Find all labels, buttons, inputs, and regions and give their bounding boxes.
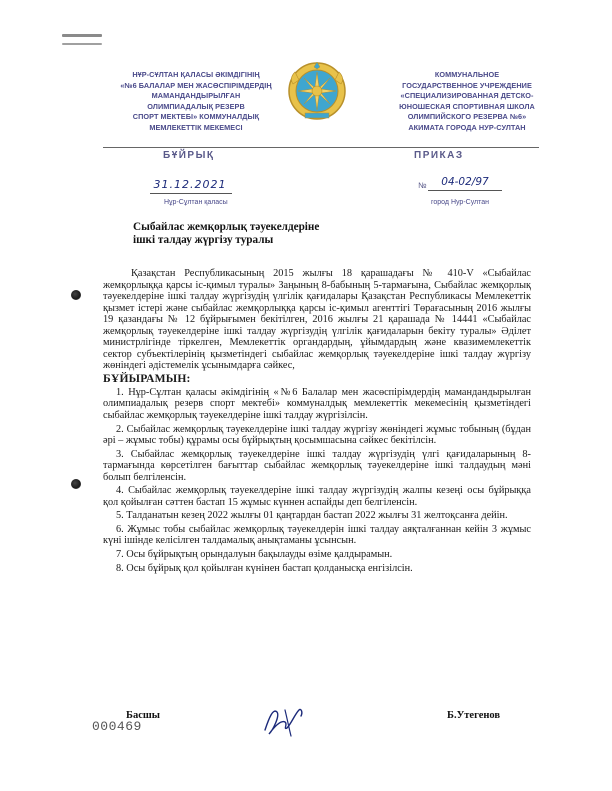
order-item: 5. Талданатын кезең 2022 жылғы 01 қаңтардан бастап 2022 жылғы 31 желтоқсанға дейін. (116, 510, 508, 522)
header-line: ОЛИМПИАДАЛЫҚ РЕЗЕРВ (147, 101, 245, 111)
registration-stamp-number: 000469 (92, 719, 142, 734)
title-line: ішкі талдау жүргізу туралы (133, 234, 274, 247)
header-line: «СПЕЦИАЛИЗИРОВАННАЯ ДЕТСКО- (400, 91, 534, 101)
header-line: СПОРТ МЕКТЕБІ» КОММУНАЛДЫҚ (132, 112, 260, 122)
decree-heading: БҰЙЫРАМЫН: (103, 371, 191, 385)
title-line: Сыбайлас жемқорлық тәуекелдеріне (133, 221, 320, 233)
header-kz-organization (107, 70, 285, 134)
handwritten-signature-icon (255, 700, 313, 740)
header-line: ЮНОШЕСКАЯ СПОРТИВНАЯ ШКОЛА (399, 101, 535, 111)
punch-hole (71, 479, 81, 489)
header-line: «№6 БАЛАЛАР МЕН ЖАСӨСПІРІМДЕРДІҢ (120, 80, 272, 90)
kazakhstan-state-emblem-icon (287, 60, 347, 122)
order-item: 1. Нұр-Сұлтан қаласы әкімдігінің «№6 Балалар мен жасөспірімдердің мамандандырылған олимпиадалық резерв спорт мектебі» коммуналдық мемлекеттік мекемесінің қызметіндегі сыбайлас жемқорлық тәуекелдеріне ішкі талдау жүргізілсін. (103, 386, 531, 422)
punch-hole (71, 290, 81, 300)
date-underline (150, 193, 232, 194)
order-item: 8. Осы бұйрық қол қойылған күнінен бастап қолданысқа енгізілсін. (116, 562, 413, 574)
order-label-kz: БҰЙРЫҚ (163, 150, 215, 161)
paper-edge-mark (62, 43, 102, 45)
order-item: 3. Сыбайлас жемқорлық тәуекелдеріне ішкі талдау жүргізудің үлгі қағидаларының 8-тармағында көрсетілген бағыттар сыбайлас жемқорлық тәуекелдеріне ішкі талдаудың мәні болып белгіленсін. (103, 448, 531, 483)
order-item: 7. Осы бұйрықтың орындалуын бақылауды өзіме қалдырамын. (116, 549, 393, 561)
order-item: 2. Сыбайлас жемқорлық тәуекелдеріне ішкі талдау жүргізу жөніндегі жұмыс тобының (бұдан әрі – жұмыс тобы) құрамы осы бұйрықтың қосымшасына сәйкес бекітілсін. (103, 423, 531, 447)
header-line: МЕМЛЕКЕТТІК МЕКЕМЕСІ (149, 122, 243, 132)
signatory-name: Б.Утегенов (447, 710, 501, 721)
header-line: МАМАНДАНДЫРЫЛҒАН (151, 91, 241, 101)
document-body (103, 268, 531, 574)
number-underline (428, 190, 502, 191)
header-line: АКИМАТА ГОРОДА НУР-СУЛТАН (408, 122, 526, 132)
order-number: 04-02/97 (441, 176, 489, 188)
intro-paragraph: Қазақстан Республикасының 2015 жылғы 18 қарашадағы № 410-V «Сыбайлас жемқорлыққа қарсы іс-қимыл туралы» Заңының 8-бабының 5-тармағына, Сыбайлас жемқорлық тәуекелдеріне ішкі талдау жүргізудің үлгілік қағидалары Қазақстан Республикасы Мемлекеттік қызмет істері және сыбайлас жемқорлыққа қарсы іс-қимыл агенттігі Төрағасының 2016 жылғы 19 қазандағы № 12 бұйрығымен бекітілген, 2016 жылғы 21 қарашада № 14441 «Сыбайлас жемқорлық тәуекелдеріне ішкі талдау жүргізудің үлгілік қағидаларын бекіту туралы» Әділет министрлігінде тіркелген, Мемлекеттік органдардың, ұйымдардың және квазимемлекеттік сектор субъектілерінің қызметіндегі сыбайлас жемқорлық тәуекелдеріне ішкі талдау жүргізу жөніндегі әдістемелік ұсынымдарға сәйкес, (103, 268, 531, 372)
order-label-ru: ПРИКАЗ (414, 150, 464, 161)
order-item: 6. Жұмыс тобы сыбайлас жемқорлық тәуекелдерін ішкі талдау аяқталғаннан кейін 3 жұмыс күні ішінде келісілген талдамалық анықтаманы ұсынсын. (103, 523, 531, 547)
header-divider (103, 147, 539, 148)
city-ru: город Нур-Султан (431, 199, 490, 206)
header-line: ОЛИМПИЙСКОГО РЕЗЕРВА №6» (407, 112, 527, 122)
header-line: КОММУНАЛЬНОЕ (434, 70, 500, 79)
order-date: 31.12.2021 (153, 178, 227, 191)
header-line: ГОСУДАРСТВЕННОЕ УЧРЕЖДЕНИЕ (402, 80, 532, 90)
document-title (133, 221, 319, 248)
city-kz: Нұр-Сұлтан қаласы (164, 199, 228, 206)
header-line: НҰР-СҰЛТАН ҚАЛАСЫ ӘКІМДІГІНІҢ (132, 70, 260, 79)
number-prefix: № (418, 181, 427, 190)
signatory-position: Басшы (126, 710, 160, 721)
order-item: 4. Сыбайлас жемқорлық тәуекелдеріне ішкі талдау жүргізудің жалпы кезеңі осы бұйрыққа қол қойылған сәттен бастап 15 жұмыс күннен аспайды деп белгіленсін. (103, 485, 531, 508)
header-ru-organization (382, 70, 552, 134)
paper-edge-mark (62, 34, 102, 37)
